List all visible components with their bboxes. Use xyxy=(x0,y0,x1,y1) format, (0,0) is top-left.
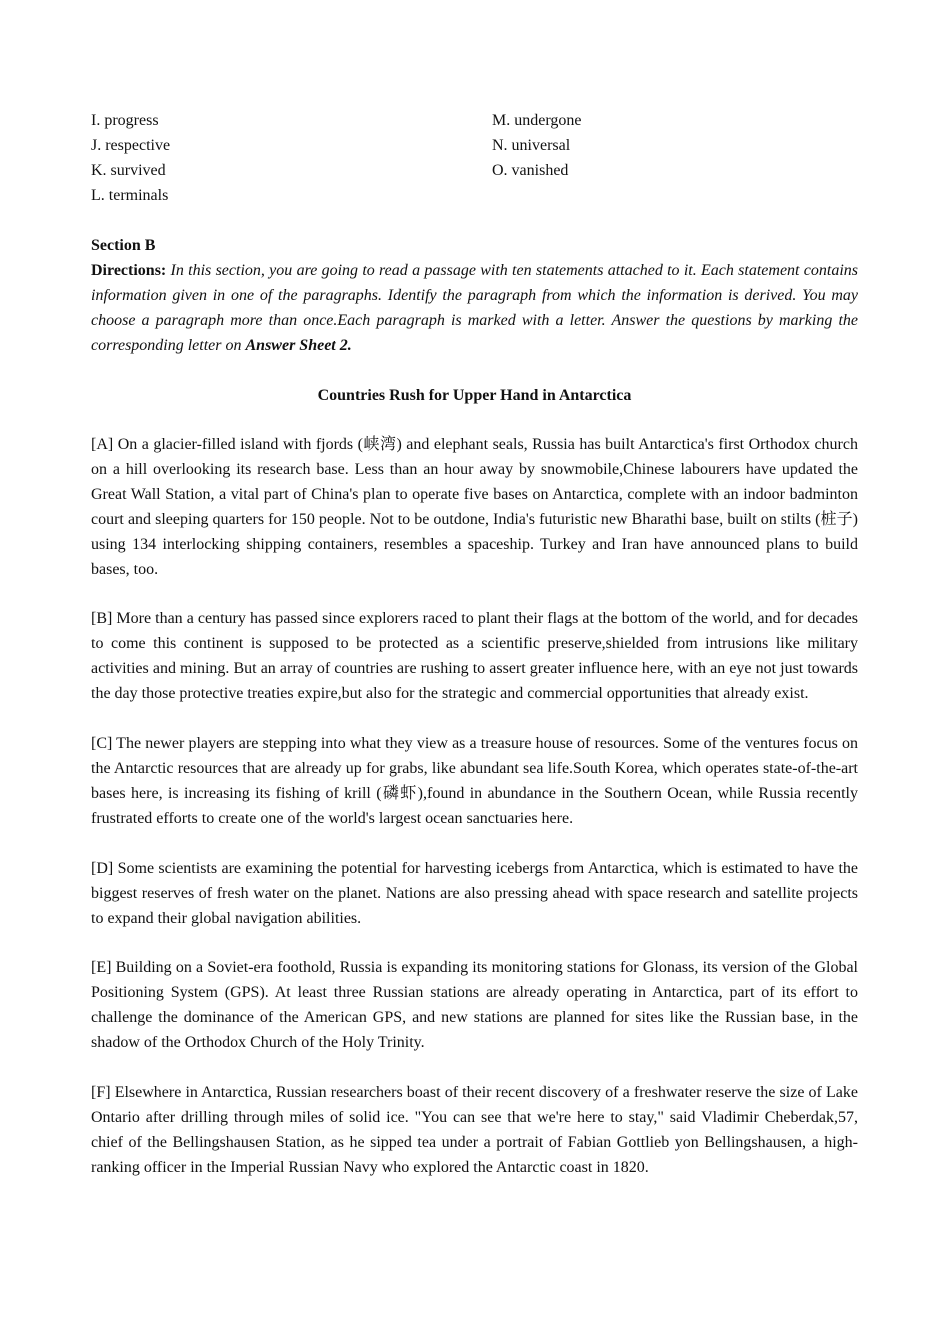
directions xyxy=(91,258,858,358)
word-bank xyxy=(91,108,858,208)
word-option: N. universal xyxy=(492,137,571,154)
paragraph-a: [A] On a glacier-filled island with fjords (峡湾) and elephant seals, Russia has built Antarctica's first Orthodox church on a hill overlooking its research base. Less than an hour away by snowmobile,Chinese labourers have updated the Great Wall Station, a vital part of China's plan to operate five bases on Antarctica, complete with an indoor badminton court and sleeping quarters for 150 people. Not to be outdone, India's futuristic new Bharathi base, built on stilts (桩子) using 134 interlocking shipping containers, resembles a spaceship. Turkey and Iran have announced plans to build bases, too. xyxy=(91,436,858,578)
word-option: I. progress xyxy=(91,112,159,129)
word-bank-right-column xyxy=(492,108,858,208)
paragraph-f: [F] Elsewhere in Antarctica, Russian researchers boast of their recent discovery of a freshwater reserve the size of Lake Ontario after drilling through miles of solid ice. "You can see that we're here to stay," said Vladimir Cheberdak,57, chief of the Bellingshausen Station, as he sipped tea under a portrait of Fabian Gottlieb yon Bellingshausen, a high-ranking officer in the Imperial Russian Navy who explored the Antarctic coast in 1820. xyxy=(91,1084,858,1176)
paragraph-c: [C] The newer players are stepping into what they view as a treasure house of resources. Some of the ventures focus on the Antarctic resources that are already up for grabs, like abundant sea life.South Korea, which operates state-of-the-art bases here, is increasing its fishing of krill (磷虾),found in abundance in the Southern Ocean, while Russia recently frustrated efforts to create one of the world's largest ocean sanctuaries here. xyxy=(91,735,858,827)
directions-text: In this section, you are going to read a passage with ten statements attached to it. Each statement contains information given in one of the paragraphs. Identify the paragraph from which the information is derived. You may choose a paragraph more than once.Each paragraph is marked with a letter. Answer the questions by marking the corresponding letter on xyxy=(91,262,859,354)
directions-label: Directions: xyxy=(91,262,167,279)
word-option: O. vanished xyxy=(492,162,569,179)
page-content xyxy=(91,108,858,1181)
word-option: L. terminals xyxy=(91,187,169,204)
word-option: K. survived xyxy=(91,162,166,179)
section-title: Section B xyxy=(91,237,156,254)
word-bank-left-column xyxy=(91,108,492,208)
word-option: J. respective xyxy=(91,137,171,154)
paragraph-d: [D] Some scientists are examining the potential for harvesting icebergs from Antarctica, which is estimated to have the biggest reserves of fresh water on the planet. Nations are also pressing ahead with space research and satellite projects to expand their global navigation abilities. xyxy=(91,859,858,927)
paragraph-e: [E] Building on a Soviet-era foothold, Russia is expanding its monitoring stations for Glonass, its version of the Global Positioning System (GPS). At least three Russian stations are already operating in Antarctica, part of its effort to challenge the dominance of the American GPS, and new stations are planned for sites like the Russian base, in the shadow of the Orthodox Church of the Holy Trinity. xyxy=(91,959,858,1052)
answer-sheet-reference: Answer Sheet 2. xyxy=(245,337,352,354)
word-option: M. undergone xyxy=(492,112,582,129)
paragraph-b: [B] More than a century has passed since explorers raced to plant their flags at the bottom of the world, and for decades to come this continent is supposed to be protected as a scientific preserve,shielded from intrusions like military activities and mining. But an array of countries are rushing to assert greater influence here, with an eye not just towards the day those protective treaties expire,but also for the strategic and commercial opportunities that already exist. xyxy=(91,610,858,703)
passage-title: Countries Rush for Upper Hand in Antarctica xyxy=(317,387,632,404)
